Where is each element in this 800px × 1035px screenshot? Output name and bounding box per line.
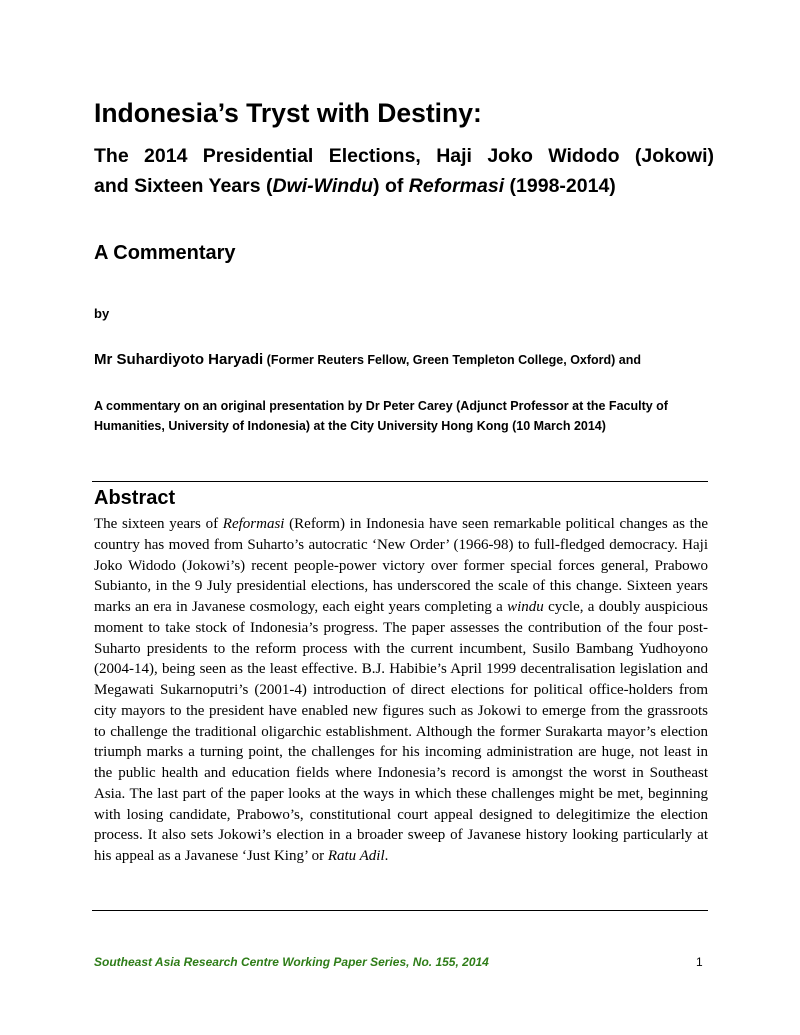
paper-title: Indonesia’s Tryst with Destiny: (94, 98, 482, 128)
subtitle-text: (1998-2014) (504, 175, 616, 197)
subtitle-text: and Sixteen Years ( (94, 175, 273, 197)
abstract-italic-term: windu (507, 599, 544, 615)
subtitle-line-2 (94, 171, 714, 201)
subtitle-line-1: The 2014 Presidential Elections, Haji Joko Widodo (Jokowi) (94, 145, 714, 167)
author-name: Mr Suhardiyoto Haryadi (94, 351, 264, 368)
abstract-italic-term: Ratu Adil (327, 848, 385, 864)
abstract-text: (Reform) in Indonesia have seen remarkable political changes as the country has moved from Suharto’s autocratic ‘New Order’ (1966-98) to full-fledged democracy. Haji Joko Widodo (Jokowi’s) recent people-power victory over former special forces general, Prabowo Subianto, in the 9 July presidential elections, has underscored the scale of this change. Sixteen years marks an era in Javanese cosmology, each eight years completing a (94, 516, 708, 615)
presentation-note: A commentary on an original presentation by Dr Peter Carey (Adjunct Professor at the Faculty of Humanities, University of Indonesia) at the City University Hong Kong (10 March 2014) (94, 399, 668, 433)
author-affiliation: (Former Reuters Fellow, Green Templeton College, Oxford) and (263, 353, 642, 367)
abstract-heading: Abstract (94, 487, 176, 509)
abstract-italic-term: Reformasi (222, 516, 285, 532)
by-label: by (94, 306, 110, 321)
author-line (94, 349, 734, 371)
footer-series: Southeast Asia Research Centre Working Paper Series, No. 155, 2014 (94, 955, 489, 969)
abstract-text: The sixteen years of (94, 516, 223, 532)
subtitle-italic-term: Reformasi (408, 175, 505, 197)
page-number: 1 (696, 955, 703, 969)
abstract-text: cycle, a doubly auspicious moment to take stock of Indonesia’s progress. The paper assesses the contribution of the four post-Suharto presidents to the reform process with the current incumbent, Susilo Bambang Yudhoyono (2004-14), being seen as the least effective. B.J. Habibie’s April 1999 decentralisation legislation and Megawati Sukarnoputri’s (2001-4) introduction of direct elections for political office-holders from city mayors to the president have enabled new figures such as Jokowi to emerge from the grassroots to challenge the traditional oligarchic establishment. Although the former Surakarta mayor’s election triumph marks a turning point, the challenges for his incoming administration are huge, not least in the public health and education fields where Indonesia’s record is amongst the worst in Southeast Asia. The last part of the paper looks at the ways in which these challenges might be met, beginning with losing candidate, Prabowo’s, constitutional court appeal designed to delegitimize the election process. It also sets Jokowi’s election in a broader sweep of Javanese history looking particularly at his appeal as a Javanese ‘Just King’ or (94, 599, 708, 864)
abstract-body (94, 514, 708, 867)
top-divider (92, 481, 708, 482)
abstract-text: . (384, 848, 389, 864)
paper-subtitle (94, 141, 714, 201)
bottom-divider (92, 910, 708, 911)
subtitle-text: ) of (373, 175, 409, 197)
subtitle-italic-term: Dwi-Windu (272, 175, 374, 197)
commentary-heading: A Commentary (94, 242, 236, 264)
